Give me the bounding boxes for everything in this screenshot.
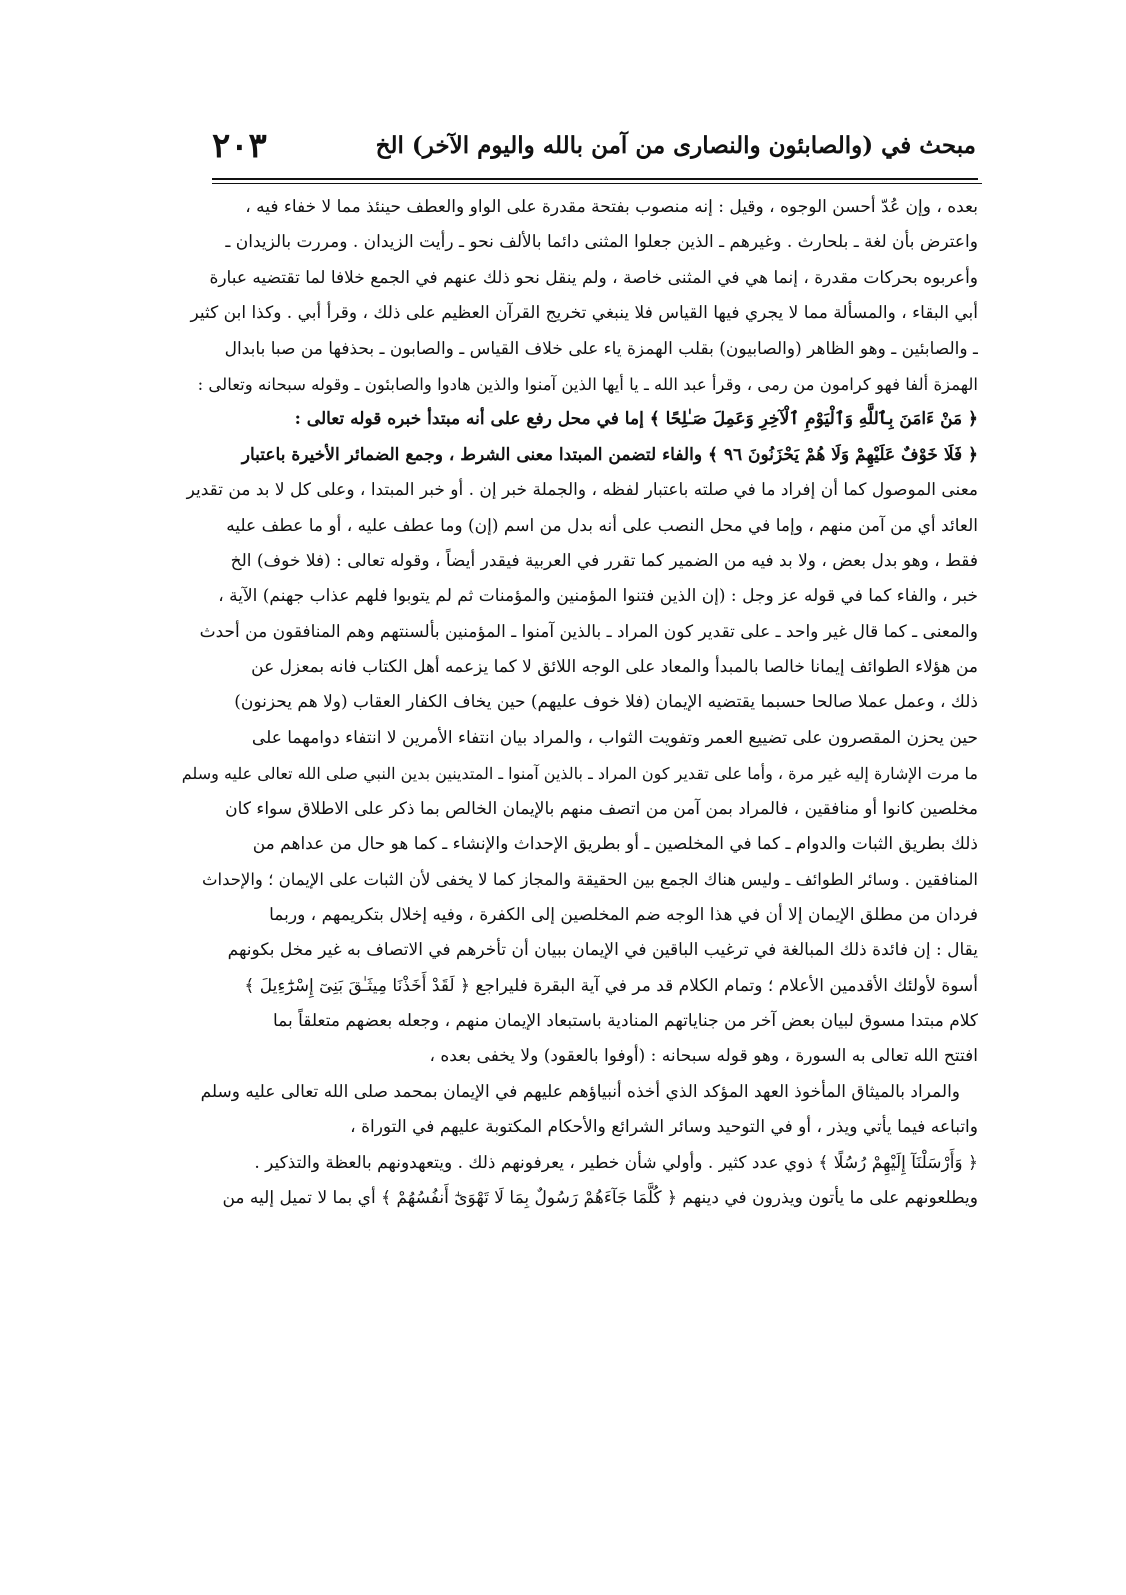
text-line: فقط ، وهو بدل بعض ، ولا بد فيه من الضمير كما تقرر في العربية فيقدر أيضاً ، وقوله تعالى : (فلا خوف) الخ (230, 550, 978, 571)
text-line: أسوة لأولئك الأقدمين الأعلام ؛ وتمام الكلام قد مر في آية البقرة فليراجع ﴿ لَقَدْ أَخَذْنَا مِيثَـٰقَ بَنِىٓ إِسْرَٰٓءِيلَ ﴾ (244, 975, 978, 996)
running-title: مبحث في (والصابئون والنصارى من آمن بالله واليوم الآخر) الخ (375, 132, 976, 159)
text-line: والمعنى ـ كما قال غير واحد ـ على تقدير كون المراد ـ بالذين آمنوا ـ المؤمنين بألسنتهم وهم المنافقون من أحدث (199, 621, 978, 642)
header-rule (212, 178, 978, 180)
text-line: واعترض بأن لغة ـ بلحارث . وغيرهم ـ الذين جعلوا المثنى دائما بالألف نحو ـ رأيت الزيدان . ومررت بالزيدان ـ (225, 232, 978, 253)
text-line: وأعربوه بحركات مقدرة ، إنما هي في المثنى خاصة ، ولم ينقل نحو ذلك عنهم في الجمع خلافا لما تقتضيه عبارة (209, 267, 978, 288)
text-line: خبر ، والفاء كما في قوله عز وجل : (إن الذين فتنوا المؤمنين والمؤمنات ثم لم يتوبوا فلهم عذاب جهنم) الآية ، (218, 586, 978, 607)
page-number: ٢٠٣ (212, 126, 267, 166)
text-line: ـ والصابئين ـ وهو الظاهر (والصابيون) بقلب الهمزة ياء على خلاف القياس ـ والصابون ـ بحذفها من صبا بابدال (224, 338, 978, 359)
text-line: ويطلعونهم على ما يأتون ويذرون في دينهم ﴿ كُلَّمَا جَآءَهُمْ رَسُولٌ بِمَا لَا تَهْوَىٰٓ أَنفُسُهُمْ ﴾ أي بما لا تميل إليه من (222, 1187, 978, 1208)
body-text (180, 190, 978, 1216)
text-line: فردان من مطلق الإيمان إلا أن في هذا الوجه ضم المخلصين إلى الكفرة ، وفيه إخلال بتكريمهم ، وربما (269, 904, 978, 925)
page-header (212, 128, 976, 174)
quran-verse-line: ﴿ وَأَرْسَلْنَآ إِلَيْهِمْ رُسُلًا ﴾ ذوي عدد كثير . وأولي شأن خطير ، يعرفونهم ذلك . ويتعهدونهم بالعظة والتذكير . (254, 1152, 978, 1173)
text-line: معنى الموصول كما أن إفراد ما في صلته باعتبار لفظه ، والجملة خبر إن . أو خبر المبتدا ، وعلى كل لا بد من تقدير (186, 480, 978, 501)
text-line: كلام مبتدا مسوق لبيان بعض آخر من جناياتهم المنادية باستبعاد الإيمان منهم ، وجعله بعضهم متعلقاً بما (272, 1010, 978, 1031)
text-line: ذلك ، وعمل عملا صالحا حسبما يقتضيه الإيمان (فلا خوف عليهم) حين يخاف الكفار العقاب (ولا هم يحزنون) (234, 692, 978, 713)
text-line: من هؤلاء الطوائف إيمانا خالصا بالمبدأ والمعاد على الوجه اللائق لا كما يزعمه أهل الكتاب فانه بمعزل عن (251, 657, 978, 678)
text-line: العائد أي من آمن منهم ، وإما في محل النصب على أنه بدل من اسم (إن) وما عطف عليه ، أو ما عطف عليه (226, 515, 978, 536)
header-rule-thin (212, 183, 982, 184)
text-line: بعده ، وإن عُدّ أحسن الوجوه ، وقيل : إنه منصوب بفتحة مقدرة على الواو والعطف حينئذ مما لا خفاء فيه ، (245, 197, 978, 217)
text-line: ذلك بطريق الثبات والدوام ـ كما في المخلصين ـ أو بطريق الإحداث والإنشاء ـ كما هو حال من عداهم من (252, 834, 978, 855)
text-line: والمراد بالميثاق المأخوذ العهد المؤكد الذي أخذه أنبياؤهم عليهم في الإيمان بمحمد صلى الله تعالى عليه وسلم (200, 1081, 960, 1102)
text-line: أبي البقاء ، والمسألة مما لا يجري فيها القياس فلا ينبغي تخريج القرآن العظيم على ذلك ، وقرأ أبي . وكذا ابن كثير (190, 303, 978, 324)
text-line: واتباعه فيما يأتي ويذر ، أو في التوحيد وسائر الشرائع والأحكام المكتوبة عليهم في التوراة ، (350, 1117, 978, 1138)
text-line: المنافقين . وسائر الطوائف ـ وليس هناك الجمع بين الحقيقة والمجاز كما لا يخفى لأن الثبات على الإيمان ؛ والإحداث (201, 870, 978, 890)
text-line: حين يحزن المقصرون على تضييع العمر وتفويت الثواب ، والمراد بيان انتفاء الأمرين لا انتفاء دوامهما على (251, 727, 978, 748)
text-line: الهمزة ألفا فهو كرامون من رمى ، وقرأ عبد الله ـ يا أيها الذين آمنوا والذين هادوا والصابئون ـ وقوله سبحانه وتعالى : (197, 374, 978, 394)
text-line: مخلصين كانوا أو منافقين ، فالمراد بمن آمن من اتصف منهم بالإيمان الخالص بما ذكر على الاطلاق سواء كان (225, 798, 978, 819)
quran-verse-line: ﴿ مَنْ ءَامَنَ بِٱللَّهِ وَٱلْيَوْمِ ٱلْآخِرِ وَعَمِلَ صَـٰلِحًا ﴾ إما في محل رفع على أنه مبتدأ خبره قوله تعالى : (294, 409, 978, 430)
quran-verse-line: ﴿ فَلَا خَوْفٌ عَلَيْهِمْ وَلَا هُمْ يَحْزَنُونَ ٩٦ ﴾ والفاء لتضمن المبتدا معنى الشرط ، وجمع الضمائر الأخيرة باعتبار (241, 444, 978, 465)
text-line: ما مرت الإشارة إليه غير مرة ، وأما على تقدير كون المراد ـ بالذين آمنوا ـ المتدينين بدين النبي صلى الله تعالى عليه وسلم (181, 764, 978, 784)
text-line: يقال : إن فائدة ذلك المبالغة في ترغيب الباقين في الإيمان ببيان أن تأخرهم في الاتصاف به غير مخل بكونهم (227, 940, 978, 961)
text-line: افتتح الله تعالى به السورة ، وهو قوله سبحانه : (أوفوا بالعقود) ولا يخفى بعده ، (429, 1046, 978, 1067)
